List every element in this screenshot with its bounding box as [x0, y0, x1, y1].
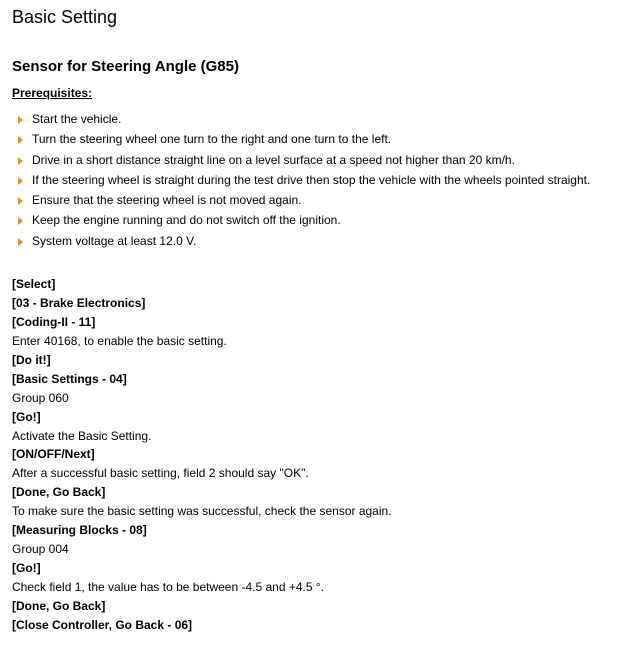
step-command: [Measuring Blocks - 08] [12, 523, 147, 538]
triangle-right-icon [18, 136, 23, 144]
step-instruction: Activate the Basic Setting. [12, 428, 152, 443]
prerequisite-item [17, 232, 590, 252]
prerequisites-list [17, 110, 590, 252]
prerequisite-item [17, 151, 590, 171]
step-instruction: After a successful basic setting, field 2 should say "OK". [12, 466, 309, 481]
prerequisite-item [17, 110, 590, 130]
triangle-right-icon [18, 238, 23, 246]
prerequisites-label: Prerequisites: [12, 86, 93, 100]
step-instruction: Group 060 [12, 390, 69, 405]
triangle-right-icon [18, 197, 23, 205]
prerequisite-text: If the steering wheel is straight during the test drive then stop the vehicle with the wheels pointed straight. [32, 172, 591, 187]
step-command: [03 - Brake Electronics] [12, 295, 146, 310]
prerequisite-item [17, 191, 590, 211]
prerequisite-item [17, 211, 590, 231]
triangle-right-icon [18, 177, 23, 185]
step-instruction: Group 004 [12, 542, 69, 557]
triangle-right-icon [18, 157, 23, 165]
prerequisite-item [17, 130, 590, 150]
step-command: [Go!] [12, 561, 41, 576]
procedure-steps [12, 275, 392, 635]
step-command: [Done, Go Back] [12, 598, 106, 613]
prerequisite-text: System voltage at least 12.0 V. [32, 233, 197, 248]
prerequisite-text: Start the vehicle. [32, 112, 122, 126]
step-instruction: To make sure the basic setting was successful, check the sensor again. [12, 504, 392, 519]
prerequisite-item [17, 171, 590, 191]
step-command: [Select] [12, 277, 56, 291]
page-title: Basic Setting [12, 7, 118, 27]
prerequisite-text: Ensure that the steering wheel is not moved again. [32, 193, 302, 208]
step-command: [Done, Go Back] [12, 485, 106, 500]
step-command: [Go!] [12, 409, 41, 424]
step-command: [ON/OFF/Next] [12, 447, 95, 462]
prerequisite-text: Drive in a short distance straight line on a level surface at a speed not higher than 20 km/h. [32, 152, 515, 167]
step-command: [Do it!] [12, 352, 51, 367]
prerequisite-text: Turn the steering wheel one turn to the right and one turn to the left. [32, 132, 392, 147]
prerequisite-text: Keep the engine running and do not switch off the ignition. [32, 213, 341, 228]
section-heading: Sensor for Steering Angle (G85) [12, 58, 239, 75]
step-command: [Close Controller, Go Back - 06] [12, 617, 193, 632]
step-command: [Basic Settings - 04] [12, 371, 127, 386]
triangle-right-icon [18, 116, 23, 124]
step-instruction: Check field 1, the value has to be between -4.5 and +4.5 °. [12, 580, 325, 594]
step-command: [Coding-II - 11] [12, 314, 96, 329]
triangle-right-icon [18, 217, 23, 225]
step-instruction: Enter 40168, to enable the basic setting. [12, 333, 227, 348]
